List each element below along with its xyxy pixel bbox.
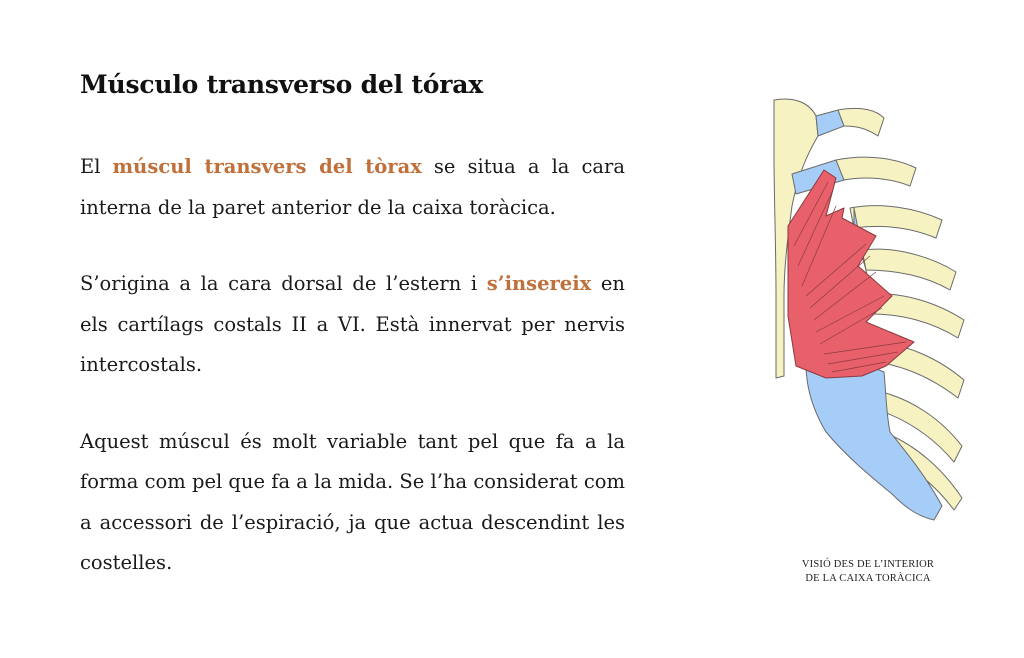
page-title: Músculo transverso del tórax — [80, 70, 483, 99]
paragraph-1 — [80, 147, 625, 228]
article — [80, 70, 625, 620]
paragraph-2-text-b: en els cartílags costals II a VI. Està innervat per nervis intercostals. — [80, 272, 625, 376]
paragraph-3: Aquest múscul és molt variable tant pel que fa a la forma com pel que fa a la mida. Se l’ha considerat com a accessori de l’espiració, ja que actua descendint les costelles. — [80, 429, 625, 574]
highlight-term-muscle: múscul transvers del tòrax — [112, 155, 422, 178]
costal-cartilage-lower — [806, 364, 942, 520]
rib-1 — [838, 108, 884, 136]
figure-caption — [768, 558, 968, 586]
paragraph-1-text-a: El — [80, 155, 113, 178]
paragraph-1-text-b: se situa a la cara interna de la paret anterior de la caixa toràcica. — [80, 155, 625, 219]
highlight-term-insertion: s’insereix — [486, 272, 592, 295]
rib-2 — [836, 157, 916, 186]
paragraph-2 — [80, 264, 625, 386]
caption-line-1: VISIÓ DES DE L’INTERIOR — [801, 559, 935, 570]
thorax-illustration — [766, 96, 976, 526]
paragraph-2-text-a: S’origina a la cara dorsal de l’estern i — [80, 272, 487, 295]
caption-line-2: DE LA CAIXA TORÀCICA — [805, 573, 931, 584]
